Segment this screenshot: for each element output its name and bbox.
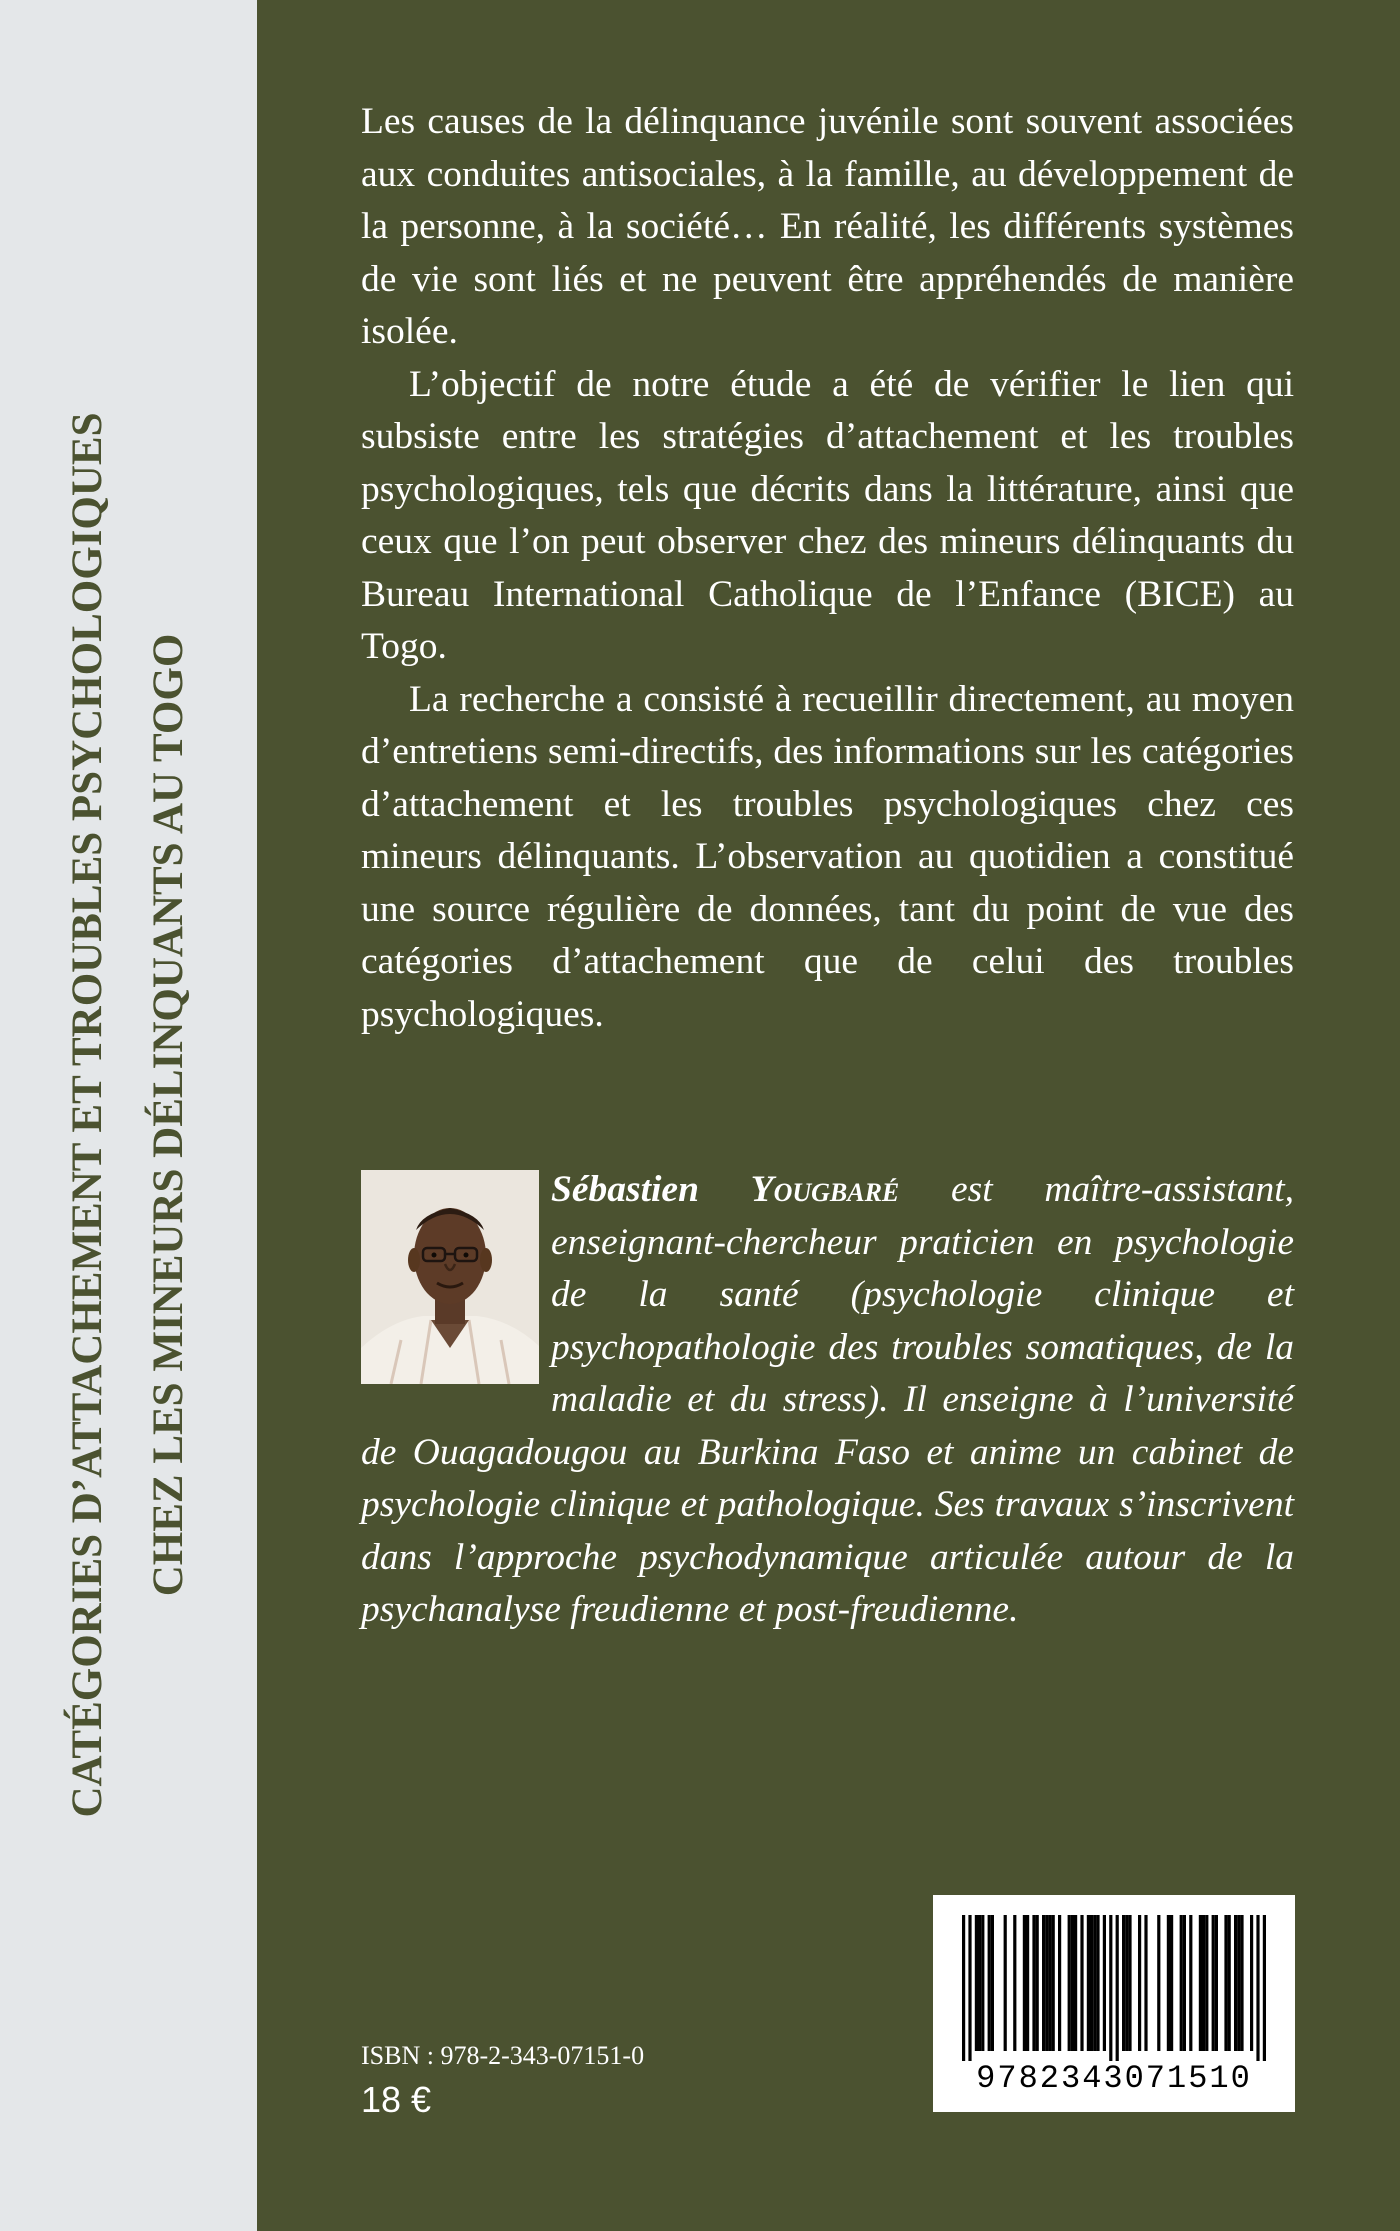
blurb-paragraph-3: La recherche a consisté à recueillir directement, au moyen d’entretiens semi-directifs, des informations sur les catégories d’attachement et les troubles psychologiques chez ces mineurs délinquants. L’observation au quotidien a constitué une source régulière de données, tant du point de vue des catégories d’attachement que de celui des troubles psychologiques. <box>361 678 1294 1035</box>
barcode-bar <box>1170 1915 1173 2051</box>
barcode-bar <box>1250 1915 1253 2051</box>
spine-title <box>47 215 209 2015</box>
book-spine <box>0 0 257 2231</box>
barcode-bar <box>975 1915 978 2051</box>
barcode-bar <box>1180 1915 1183 2051</box>
isbn: ISBN : 978-2-343-07151-0 <box>361 2041 645 2070</box>
barcode-bar <box>1090 1915 1093 2051</box>
barcode-bar <box>1109 1915 1112 2061</box>
barcode-bar <box>1045 1915 1048 2051</box>
barcode-bar <box>1234 1915 1237 2051</box>
barcode-bar <box>1096 1915 1099 2051</box>
barcode-bar <box>981 1915 984 2051</box>
barcode-bar <box>962 1915 965 2061</box>
barcode-bar <box>1052 1915 1055 2051</box>
barcode-bar <box>1013 1915 1016 2051</box>
barcode-bar <box>1125 1915 1128 2051</box>
barcode-bar <box>1199 1915 1202 2051</box>
author-portrait-illustration <box>361 1170 539 1384</box>
barcode-bar <box>1215 1915 1218 2051</box>
barcode-bar <box>1212 1915 1215 2051</box>
back-panel <box>257 0 1400 2231</box>
barcode-bar <box>1103 1915 1106 2051</box>
barcode-bar <box>1004 1915 1007 2051</box>
barcode-bar <box>1228 1915 1231 2051</box>
barcode-bars <box>962 1915 1266 2061</box>
spine-title-line-1: CATÉGORIES D’ATTACHEMENT ET TROUBLES PSYCHOLOGIQUES <box>64 412 111 1818</box>
author-bio <box>361 1164 1294 1637</box>
barcode-bar <box>1202 1915 1205 2051</box>
barcode-bar <box>1042 1915 1045 2051</box>
barcode-bar <box>1048 1915 1051 2051</box>
author-last-name: Yougbaré <box>750 1169 900 1210</box>
barcode <box>933 1895 1295 2112</box>
barcode-bar <box>1032 1915 1035 2051</box>
barcode-bar <box>1080 1915 1083 2051</box>
author-bio-text: est maître-assistant, enseignant-chercheur praticien en psychologie de la santé (psychologie clinique et psychopathologie des troubles somatiques, de la maladie et du stress). Il enseigne à l’université de Ouagadougou au Burkina Faso et anime un cabinet de psychologie clinique et pathologique. Ses travaux s’inscrivent dans l’approche psychodynamique articulée autour de la psychanalyse freudienne et post-freudienne. <box>361 1169 1295 1630</box>
barcode-digits: 9782343071510 <box>976 2060 1252 2097</box>
barcode-graphic <box>933 1895 1295 2112</box>
barcode-bar <box>968 1915 971 2061</box>
barcode-bar <box>1256 1915 1259 2061</box>
barcode-bar <box>1144 1915 1147 2051</box>
barcode-bar <box>1074 1915 1077 2051</box>
blurb <box>361 96 1294 1041</box>
barcode-bar <box>1157 1915 1160 2051</box>
barcode-bar <box>1263 1915 1266 2061</box>
barcode-bar <box>1026 1915 1029 2051</box>
barcode-bar <box>1036 1915 1039 2051</box>
author-first-name: Sébastien <box>551 1169 699 1210</box>
barcode-bar <box>1224 1915 1227 2051</box>
barcode-bar <box>1071 1915 1074 2051</box>
barcode-bar <box>1068 1915 1071 2051</box>
author-photo <box>361 1170 539 1384</box>
barcode-bar <box>1058 1915 1061 2051</box>
barcode-bar <box>1116 1915 1119 2061</box>
barcode-bar <box>1183 1915 1186 2051</box>
price: 18 € <box>361 2079 432 2120</box>
barcode-bar <box>1189 1915 1192 2051</box>
barcode-bar <box>1128 1915 1131 2051</box>
barcode-bar <box>1205 1915 1208 2051</box>
barcode-bar <box>1138 1915 1141 2051</box>
barcode-bar <box>988 1915 991 2051</box>
barcode-bar <box>1167 1915 1170 2051</box>
barcode-bar <box>1237 1915 1240 2051</box>
barcode-bar <box>991 1915 994 2051</box>
barcode-bar <box>978 1915 981 2051</box>
barcode-bar <box>1240 1915 1243 2051</box>
barcode-bar <box>1087 1915 1090 2051</box>
blurb-paragraph-1: Les causes de la délinquance juvénile sont souvent associées aux conduites antisociales, à la famille, au développement de la personne, à la société… En réalité, les différents systèmes de vie sont liés et ne peuvent être appréhendés de manière isolée. <box>361 101 1294 352</box>
blurb-paragraph-2: L’objectif de notre étude a été de vérifier le lien qui subsiste entre les stratégies d’attachement et les troubles psychologiques, tels que décrits dans la littérature, ainsi que ceux que l’on peut observer chez des mineurs délinquants du Bureau International Catholique de l’Enfance (BICE) au Togo. <box>361 363 1294 667</box>
spine-title-line-2: CHEZ LES MINEURS DÉLINQUANTS AU TOGO <box>145 633 192 1597</box>
barcode-bar <box>1122 1915 1125 2051</box>
barcode-bar <box>1093 1915 1096 2051</box>
barcode-bar <box>1023 1915 1026 2051</box>
